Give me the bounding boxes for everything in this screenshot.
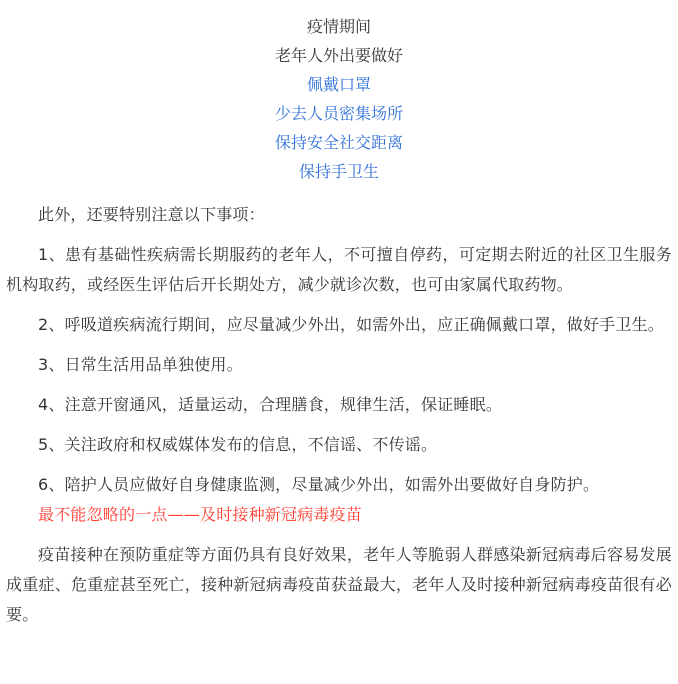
list-item-1: 1、患有基础性疾病需长期服药的老年人，不可擅自停药，可定期去附近的社区卫生服务机构取药，或经医生评估后开长期处方，减少就诊次数，也可由家属代取药物。 xyxy=(6,245,672,294)
list-item-2: 2、呼吸道疾病流行期间，应尽量减少外出，如需外出，应正确佩戴口罩，做好手卫生。 xyxy=(38,315,664,334)
highlight-heading: 最不能忽略的一点——及时接种新冠病毒疫苗 xyxy=(38,505,363,524)
list-item-3: 3、日常生活用品单独使用。 xyxy=(38,355,243,374)
header-block xyxy=(6,12,672,186)
closing-paragraph: 疫苗接种在预防重症等方面仍具有良好效果，老年人等脆弱人群感染新冠病毒后容易发展成重症、危重症甚至死亡，接种新冠病毒疫苗获益最大，老年人及时接种新冠病毒疫苗很有必要。 xyxy=(6,545,672,624)
intro-text: 此外，还要特别注意以下事项： xyxy=(38,205,265,224)
header-line-1: 疫情期间 xyxy=(306,17,371,36)
tip-hand-hygiene: 保持手卫生 xyxy=(298,162,379,181)
tip-social-distance: 保持安全社交距离 xyxy=(274,133,403,152)
tip-avoid-crowds: 少去人员密集场所 xyxy=(274,104,403,123)
list-item-6: 6、陪护人员应做好自身健康监测，尽量减少外出，如需外出要做好自身防护。 xyxy=(38,475,600,494)
header-line-2: 老年人外出要做好 xyxy=(274,46,403,65)
list-item-5: 5、关注政府和权威媒体发布的信息，不信谣、不传谣。 xyxy=(38,435,438,454)
tip-wear-mask: 佩戴口罩 xyxy=(306,75,371,94)
list-item-4: 4、注意开窗通风，适量运动，合理膳食，规律生活，保证睡眠。 xyxy=(38,395,502,414)
